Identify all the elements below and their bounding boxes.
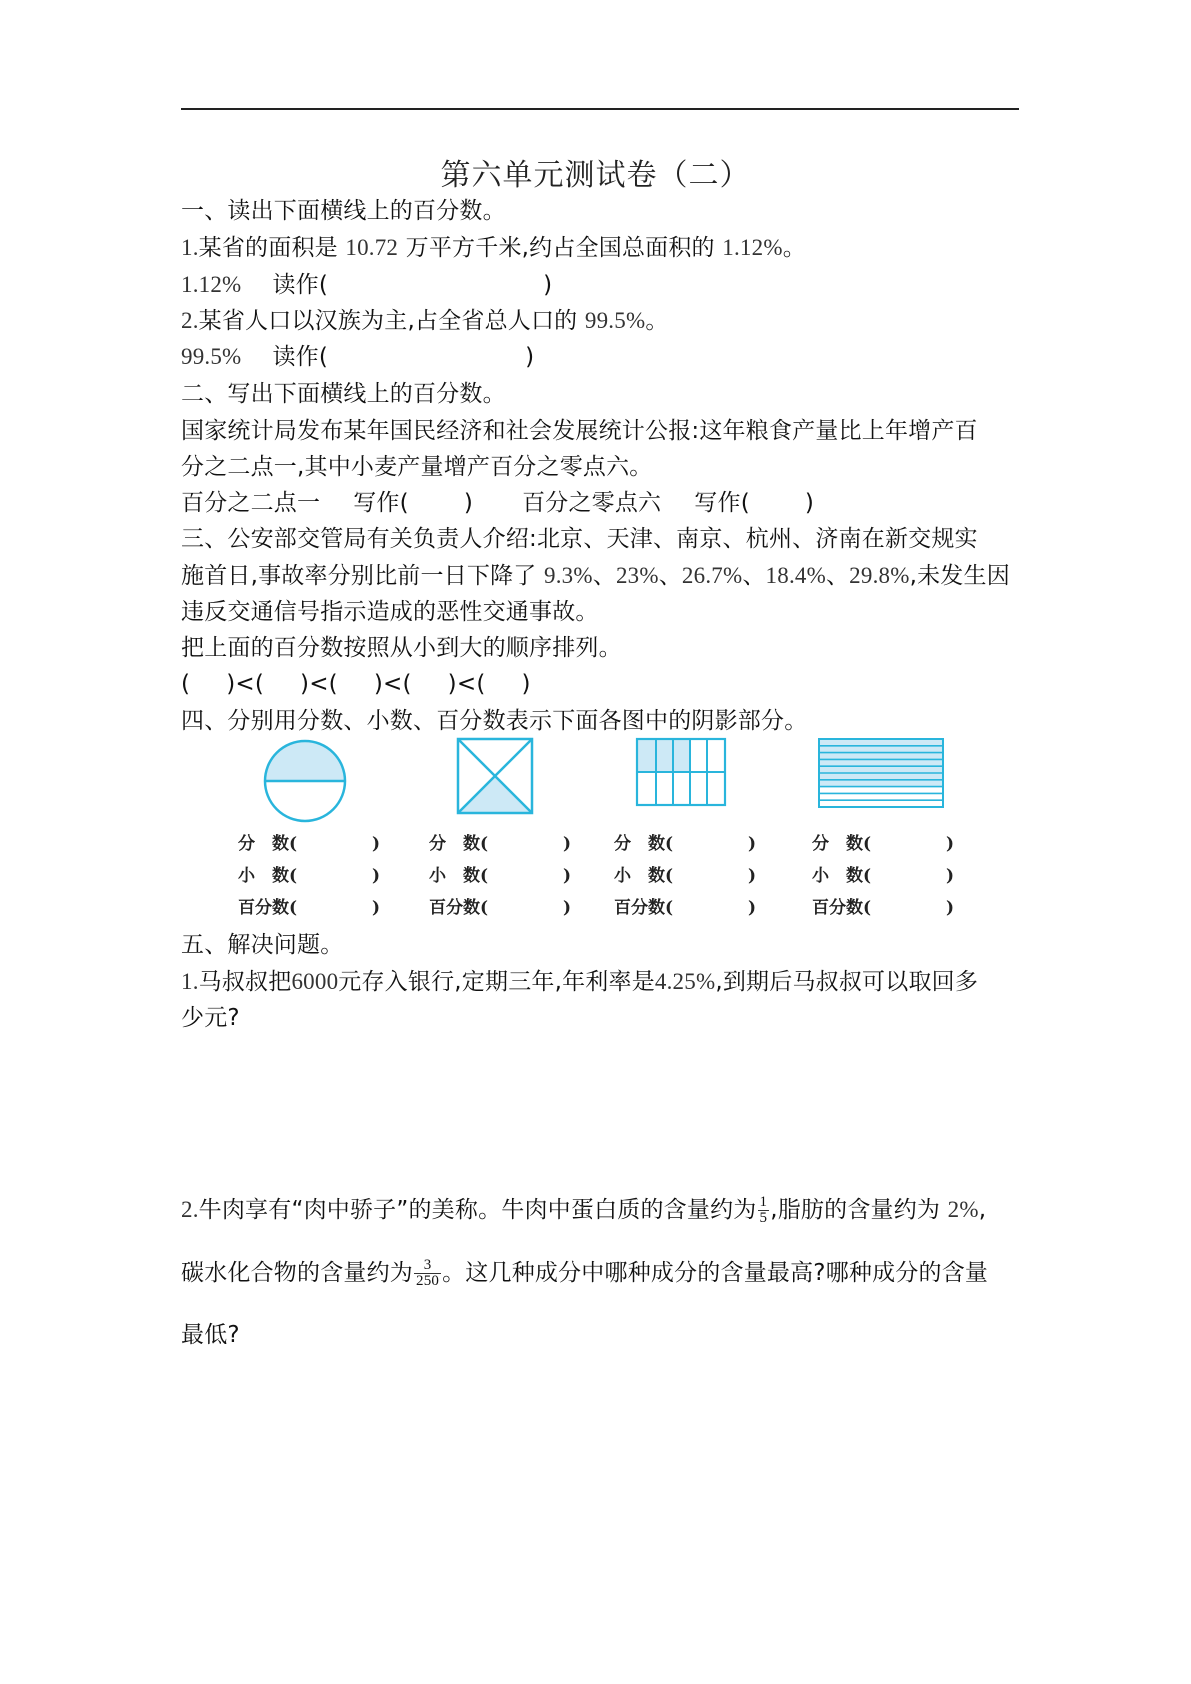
section3-line1: 三、公安部交管局有关负责人介绍:北京、天津、南京、杭州、济南在新交规实 [181, 526, 978, 552]
section5-heading: 五、解决问题。 [181, 932, 344, 958]
section1-q1-answer: 1.12% 读作( ) [181, 272, 553, 298]
fraction-carbohydrate: $\frac{3}{250}$ [416, 1257, 440, 1289]
header-rule [181, 108, 1019, 110]
fraction-protein: $\frac{1}{5}$ [759, 1194, 768, 1226]
section3-line3: 违反交通信号指示造成的恶性交通事故。 [181, 599, 599, 625]
section2-para-line2: 分之二点一,其中小麦产量增产百分之零点六。 [181, 454, 653, 480]
section3-line2: 施首日,事故率分别比前一日下降了 9.3%、23%、26.7%、18.4%、29.8%,未发生因 [181, 563, 1010, 589]
section5-q2-line2: 碳水化合物的含量约为 $\frac{3}{250}$ 。这几种成分中哪种成分的含量最高?哪种成分的含量 [181, 1257, 989, 1289]
section5-q2-line3: 最低? [181, 1322, 240, 1348]
figure-grid-3-of-10 [635, 737, 727, 807]
figure-circle-half [262, 738, 348, 824]
section1-heading: 一、读出下面横线上的百分数。 [181, 198, 506, 224]
figure4-labels: 分 数( ) 小 数( ) 百分数( ) [812, 834, 955, 918]
section3-instruction: 把上面的百分数按照从小到大的顺序排列。 [181, 635, 622, 661]
section1-q2: 2.某省人口以汉族为主,占全省总人口的 99.5%。 [181, 308, 669, 334]
section3-order-blanks: ( )<( )<( )<( )<( ) [181, 671, 531, 697]
figure2-labels: 分 数( ) 小 数( ) 百分数( ) [429, 834, 572, 918]
figure-stripes-7-of-10 [817, 737, 945, 809]
section2-para-line1: 国家统计局发布某年国民经济和社会发展统计公报:这年粮食产量比上年增产百 [181, 418, 978, 444]
section5-q1-line2: 少元? [181, 1005, 240, 1031]
page-title: 第六单元测试卷（二） [440, 158, 751, 193]
section4-heading: 四、分别用分数、小数、百分数表示下面各图中的阴影部分。 [181, 708, 808, 734]
figure-square-quarter [456, 737, 534, 815]
figure1-labels: 分 数( ) 小 数( ) 百分数( ) [238, 834, 381, 918]
section2-heading: 二、写出下面横线上的百分数。 [181, 381, 506, 407]
section5-q2-line1: 2.牛肉享有“肉中骄子”的美称。牛肉中蛋白质的含量约为 $\frac{1}{5}$ ,脂肪的含量约为 2%, [181, 1194, 987, 1226]
figure3-labels: 分 数( ) 小 数( ) 百分数( ) [614, 834, 757, 918]
section1-q2-answer: 99.5% 读作( ) [181, 344, 535, 370]
section5-q1-line1: 1.马叔叔把6000元存入银行,定期三年,年利率是4.25%,到期后马叔叔可以取回多 [181, 969, 979, 995]
section2-answers: 百分之二点一 写作( ) 百分之零点六 写作( ) [181, 490, 815, 516]
section1-q1: 1.某省的面积是 10.72 万平方千米,约占全国总面积的 1.12%。 [181, 235, 806, 261]
